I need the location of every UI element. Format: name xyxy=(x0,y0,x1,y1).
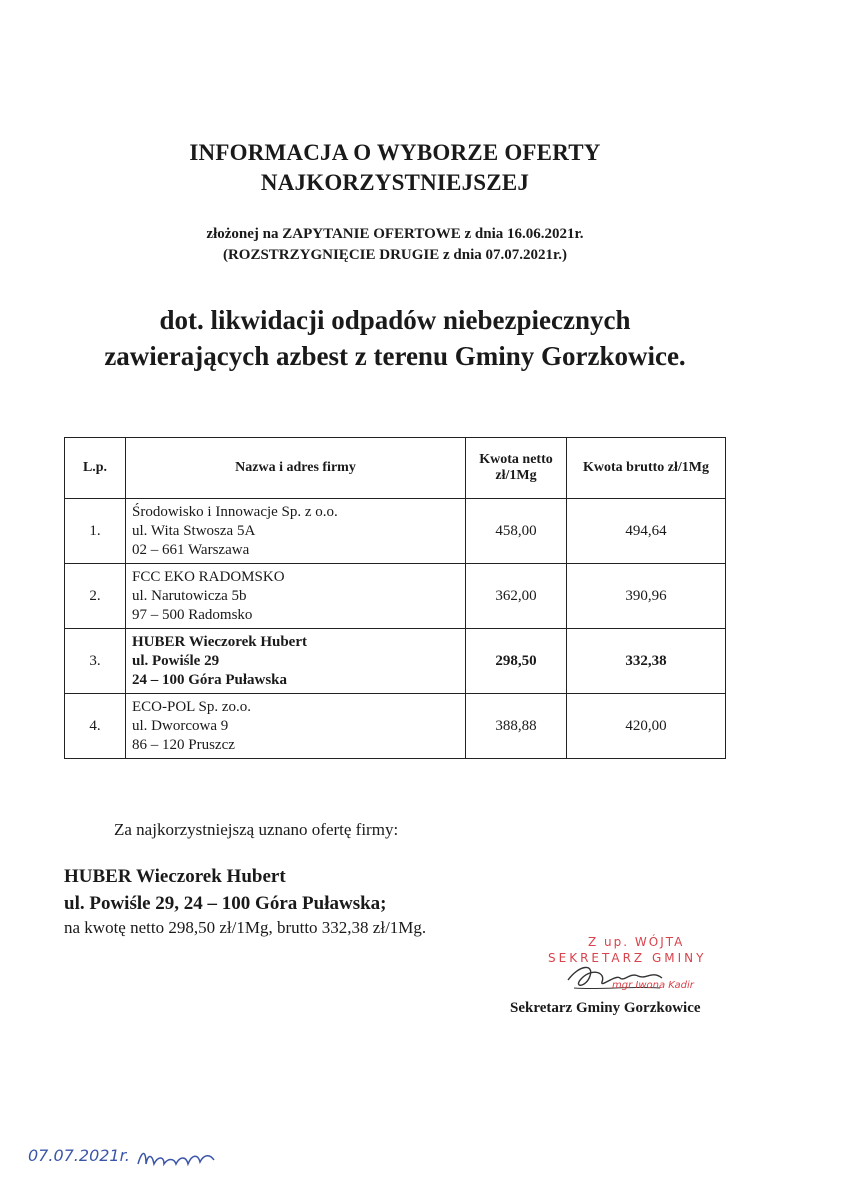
row-lp: 2. xyxy=(65,564,126,629)
row-gross: 332,38 xyxy=(567,629,726,694)
offers-table xyxy=(64,437,726,759)
company-city: 24 – 100 Góra Puławska xyxy=(132,671,288,688)
company-name: FCC EKO RADOMSKO xyxy=(132,568,285,585)
row-company xyxy=(126,629,466,694)
winner-amounts: na kwotę netto 298,50 zł/1Mg, brutto 332,38 zł/1Mg. xyxy=(64,918,427,937)
signature-scribble xyxy=(560,958,680,998)
table-header-row xyxy=(65,438,726,499)
row-company xyxy=(126,564,466,629)
row-company xyxy=(126,694,466,759)
row-net: 388,88 xyxy=(466,694,567,759)
table-row xyxy=(65,499,726,564)
table-row xyxy=(65,694,726,759)
winner-name: HUBER Wieczorek Hubert xyxy=(64,866,286,887)
company-city: 97 – 500 Radomsko xyxy=(132,606,253,623)
header-company: Nazwa i adres firmy xyxy=(126,438,466,499)
document-title-line-1: INFORMACJA O WYBORZE OFERTY xyxy=(189,140,601,165)
row-lp: 4. xyxy=(65,694,126,759)
stamp-line-2: SEKRETARZ GMINY xyxy=(548,951,707,965)
company-city: 86 – 120 Pruszcz xyxy=(132,736,235,753)
row-net: 362,00 xyxy=(466,564,567,629)
signature-caption: Sekretarz Gminy Gorzkowice xyxy=(510,1000,701,1016)
company-street: ul. Powiśle 29 xyxy=(132,652,220,669)
table-row-winner xyxy=(65,629,726,694)
company-street: ul. Wita Stwosza 5A xyxy=(132,522,256,539)
header-net-line-1: Kwota netto xyxy=(479,452,553,467)
table-row xyxy=(65,564,726,629)
handwritten-initials xyxy=(134,1146,224,1174)
topic-line-2: zawierających azbest z terenu Gminy Gorzkowice. xyxy=(104,341,686,371)
row-company xyxy=(126,499,466,564)
row-lp: 1. xyxy=(65,499,126,564)
row-lp: 3. xyxy=(65,629,126,694)
company-city: 02 – 661 Warszawa xyxy=(132,541,250,558)
company-street: ul. Narutowicza 5b xyxy=(132,587,247,604)
row-net: 458,00 xyxy=(466,499,567,564)
row-gross: 390,96 xyxy=(567,564,726,629)
header-net xyxy=(466,438,567,499)
company-name: ECO-POL Sp. zo.o. xyxy=(132,698,252,715)
company-street: ul. Dworcowa 9 xyxy=(132,717,229,734)
stamp-line-3: mgr Iwona Kadir xyxy=(612,980,694,991)
subtitle-line-2: (ROZSTRZYGNIĘCIE DRUGIE z dnia 07.07.2021r.) xyxy=(222,247,568,263)
header-net-line-2: zł/1Mg xyxy=(495,468,537,483)
subtitle-line-1: złożonej na ZAPYTANIE OFERTOWE z dnia 16.06.2021r. xyxy=(206,226,584,242)
row-net: 298,50 xyxy=(466,629,567,694)
document-title-line-2: NAJKORZYSTNIEJSZEJ xyxy=(260,170,530,195)
header-gross: Kwota brutto zł/1Mg xyxy=(567,438,726,499)
winner-address: ul. Powiśle 29, 24 – 100 Góra Puławska; xyxy=(64,893,387,914)
conclusion-intro: Za najkorzystniejszą uznano ofertę firmy: xyxy=(114,820,399,839)
company-name: HUBER Wieczorek Hubert xyxy=(132,633,307,650)
topic-line-1: dot. likwidacji odpadów niebezpiecznych xyxy=(159,305,631,335)
stamp-line-1: Z up. WÓJTA xyxy=(588,935,685,949)
handwritten-date: 07.07.2021r. xyxy=(28,1146,130,1165)
company-name: Środowisko i Innowacje Sp. z o.o. xyxy=(132,503,338,520)
header-lp: L.p. xyxy=(65,438,126,499)
row-gross: 420,00 xyxy=(567,694,726,759)
row-gross: 494,64 xyxy=(567,499,726,564)
